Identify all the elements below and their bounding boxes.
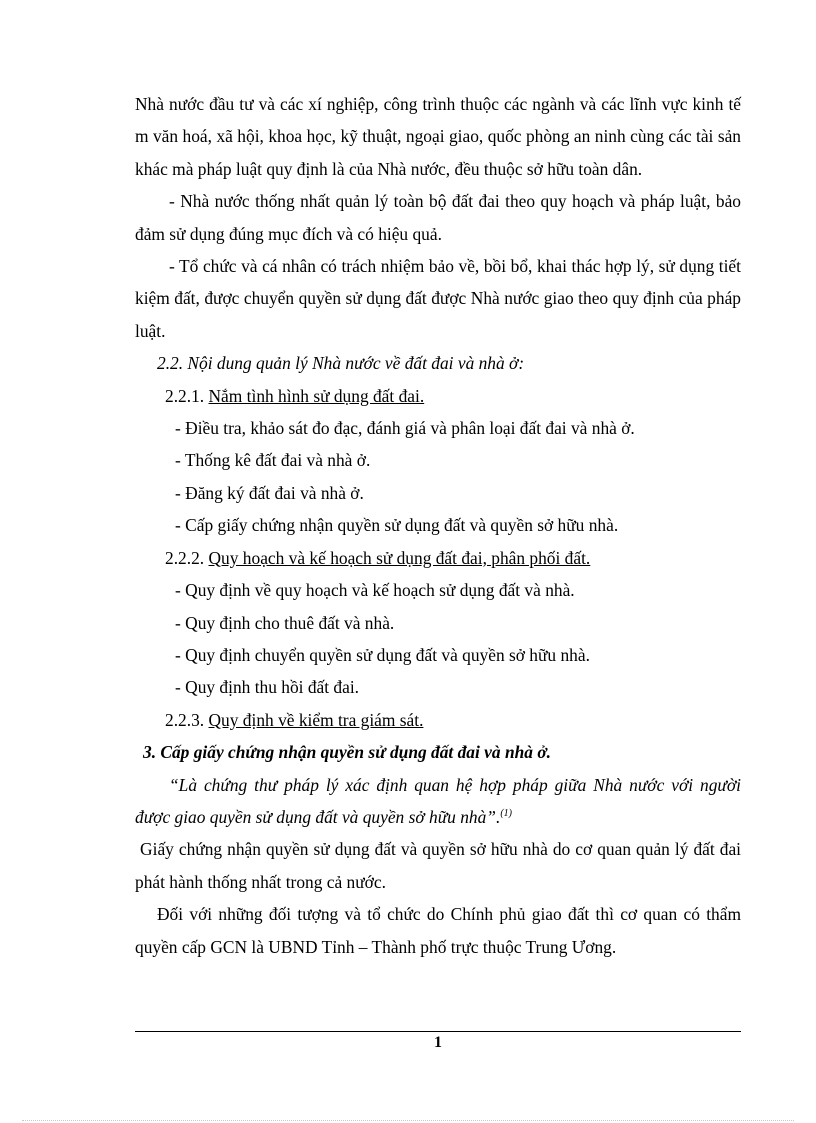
footnote-reference: (1) bbox=[500, 808, 512, 820]
list-item: - Quy định về quy hoạch và kế hoạch sử dụng đất và nhà. bbox=[175, 580, 575, 601]
list-item: - Thống kê đất đai và nhà ở. bbox=[175, 450, 371, 471]
quote-text: “Là chứng thư pháp lý xác định quan hệ hợp pháp giữa Nhà nước với người được giao quyền sử dụng đất và quyền sở hữu nhà”. bbox=[135, 774, 741, 827]
section-2-2-heading: 2.2. Nội dung quản lý Nhà nước về đất đai và nhà ở: bbox=[157, 353, 525, 374]
paragraph-state-management: - Nhà nước thống nhất quản lý toàn bộ đất đai theo quy hoạch và pháp luật, bảo đảm sử dụng đúng mục đích và có hiệu quả. bbox=[135, 191, 741, 244]
body-text bbox=[135, 88, 741, 963]
list-item: - Đăng ký đất đai và nhà ở. bbox=[175, 482, 364, 503]
list-item: - Quy định cho thuê đất và nhà. bbox=[175, 612, 395, 633]
paragraph-certificate-issuer-text: Giấy chứng nhận quyền sử dụng đất và quyền sở hữu nhà do cơ quan quản lý đất đai phát hành thống nhất trong cả nước. bbox=[135, 839, 741, 892]
paragraph-certificate-issuer bbox=[135, 833, 741, 898]
subsection-number: 2.2.1. bbox=[165, 385, 205, 406]
list-item: - Cấp giấy chứng nhận quyền sử dụng đất và quyền sở hữu nhà. bbox=[175, 515, 619, 536]
subsection-2-2-2-heading bbox=[135, 542, 741, 574]
page-edge-divider bbox=[22, 1120, 794, 1121]
section-3-heading: 3. Cấp giấy chứng nhận quyền sử dụng đất đai và nhà ở. bbox=[143, 742, 552, 763]
quote-paragraph bbox=[135, 769, 741, 834]
subsection-number: 2.2.2. bbox=[165, 547, 205, 568]
paragraph-public-ownership: Nhà nước đầu tư và các xí nghiệp, công trình thuộc các ngành và các lĩnh vực kinh tế m văn hoá, xã hội, khoa học, kỹ thuật, ngoại giao, quốc phòng an ninh cùng các tài sản khác mà pháp luật quy định là của Nhà nước, đều thuộc sở hữu toàn dân. bbox=[135, 94, 741, 179]
paragraph-authority: Đối với những đối tượng và tổ chức do Chính phủ giao đất thì cơ quan có thẩm quyền cấp GCN là UBND Tỉnh – Thành phố trực thuộc Trung Ương. bbox=[135, 904, 741, 957]
footer-divider bbox=[135, 1031, 741, 1032]
subsection-title: Nắm tình hình sử dụng đất đai. bbox=[208, 385, 425, 406]
subsection-2-2-3-heading bbox=[135, 704, 741, 736]
subsection-number: 2.2.3. bbox=[165, 709, 205, 730]
paragraph-responsibility: - Tổ chức và cá nhân có trách nhiệm bảo về, bồi bổ, khai thác hợp lý, sử dụng tiết kiệm đất, được chuyển quyền sử dụng đất được Nhà nước giao theo quy định của pháp luật. bbox=[135, 256, 741, 341]
subsection-title: Quy định về kiểm tra giám sát. bbox=[208, 709, 424, 730]
list-item: - Điều tra, khảo sát đo đạc, đánh giá và phân loại đất đai và nhà ở. bbox=[175, 418, 635, 439]
list-item: - Quy định thu hồi đất đai. bbox=[175, 677, 360, 698]
subsection-title: Quy hoạch và kế hoạch sử dụng đất đai, phân phối đất. bbox=[208, 547, 591, 568]
list-item: - Quy định chuyển quyền sử dụng đất và quyền sở hữu nhà. bbox=[175, 644, 590, 665]
subsection-2-2-1-heading bbox=[135, 380, 741, 412]
page-number: 1 bbox=[434, 1034, 442, 1051]
